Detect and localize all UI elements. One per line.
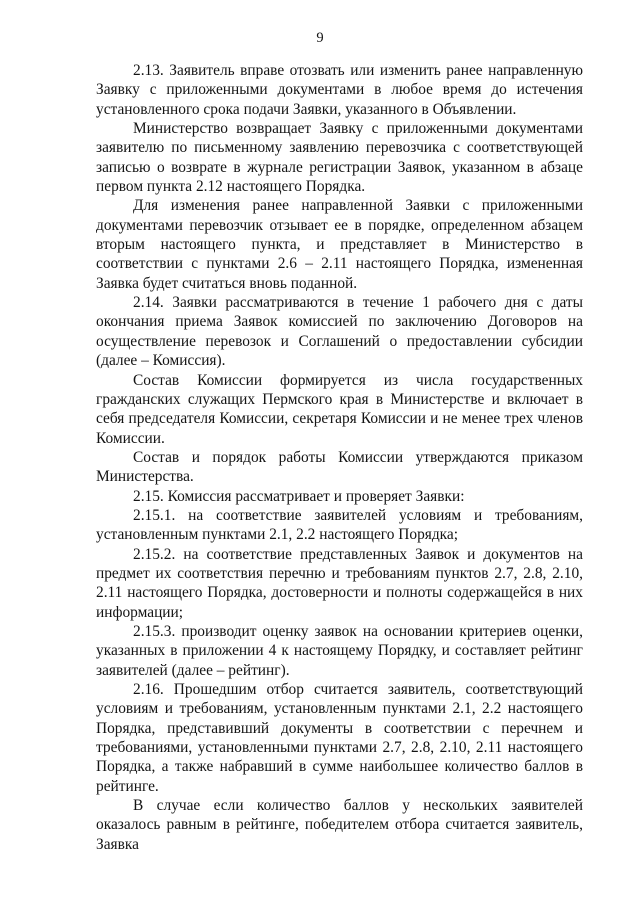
document-body — [96, 61, 583, 854]
paragraph-commission-composition: Состав Комиссии формируется из числа государственных гражданских служащих Пермского края в Министерстве и включает в себя председателя Комиссии, секретаря Комиссии и не менее трех членов Комиссии. — [96, 371, 583, 447]
paragraph-tie-rule: В случае если количество баллов у нескольких заявителей оказалось равным в рейтинге, победителем отбора считается заявитель, Заявка — [96, 797, 583, 853]
page-number: 9 — [316, 30, 324, 46]
paragraph-2-15-3: 2.15.3. производит оценку заявок на основании критериев оценки, указанных в приложении 4 к настоящему Порядку, и составляет рейтинг заявителей (далее – рейтинг). — [96, 622, 583, 679]
paragraph-2-15: 2.15. Комиссия рассматривает и проверяет Заявки: — [133, 487, 465, 505]
paragraph-2-14: 2.14. Заявки рассматриваются в течение 1 рабочего дня с даты окончания приема Заявок комиссией по заключению Договоров на осуществление перевозок и Соглашений о предоставлении субсидии (далее – Комиссия). — [96, 294, 583, 370]
paragraph-2-16: 2.16. Прошедшим отбор считается заявитель, соответствующий условиям и требованиям, установленным пунктами 2.1, 2.2 настоящего Порядка, представивший документы в соответствии с перечнем и требованиями, установленными пунктами 2.7, 2.8, 2.10, 2.11 настоящего Порядка, а также набравший в сумме наибольшее количество баллов в рейтинге. — [96, 681, 583, 795]
paragraph-commission-approval: Состав и порядок работы Комиссии утверждаются приказом Министерства. — [96, 448, 583, 486]
paragraph-return-application: Министерство возвращает Заявку с приложенными документами заявителю по письменному заявлению перевозчика с соответствующей записью о возврате в журнале регистрации Заявок, указанном в абзаце первом пункта 2.12 настоящего Порядка. — [96, 120, 583, 196]
paragraph-change-application: Для изменения ранее направленной Заявки с приложенными документами перевозчик отзывает ее в порядке, определенном абзацем вторым настоящего пункта, и представляет в Министерство в соответствии с пунктами 2.6 – 2.11 настоящего Порядка, измененная Заявка будет считаться вновь поданной. — [96, 197, 583, 292]
paragraph-2-13: 2.13. Заявитель вправе отозвать или изменить ранее направленную Заявку с приложенными документами в любое время до истечения установленного срока подачи Заявки, указанного в Объявлении. — [96, 62, 583, 118]
paragraph-2-15-1: 2.15.1. на соответствие заявителей условиям и требованиям, установленным пунктами 2.1, 2.2 настоящего Порядка; — [96, 506, 583, 544]
paragraph-2-15-2: 2.15.2. на соответствие представленных Заявок и документов на предмет их соответствия перечню и требованиям пунктов 2.7, 2.8, 2.10, 2.11 настоящего Порядка, достоверности и полноты содержащейся в них информации; — [96, 545, 583, 621]
